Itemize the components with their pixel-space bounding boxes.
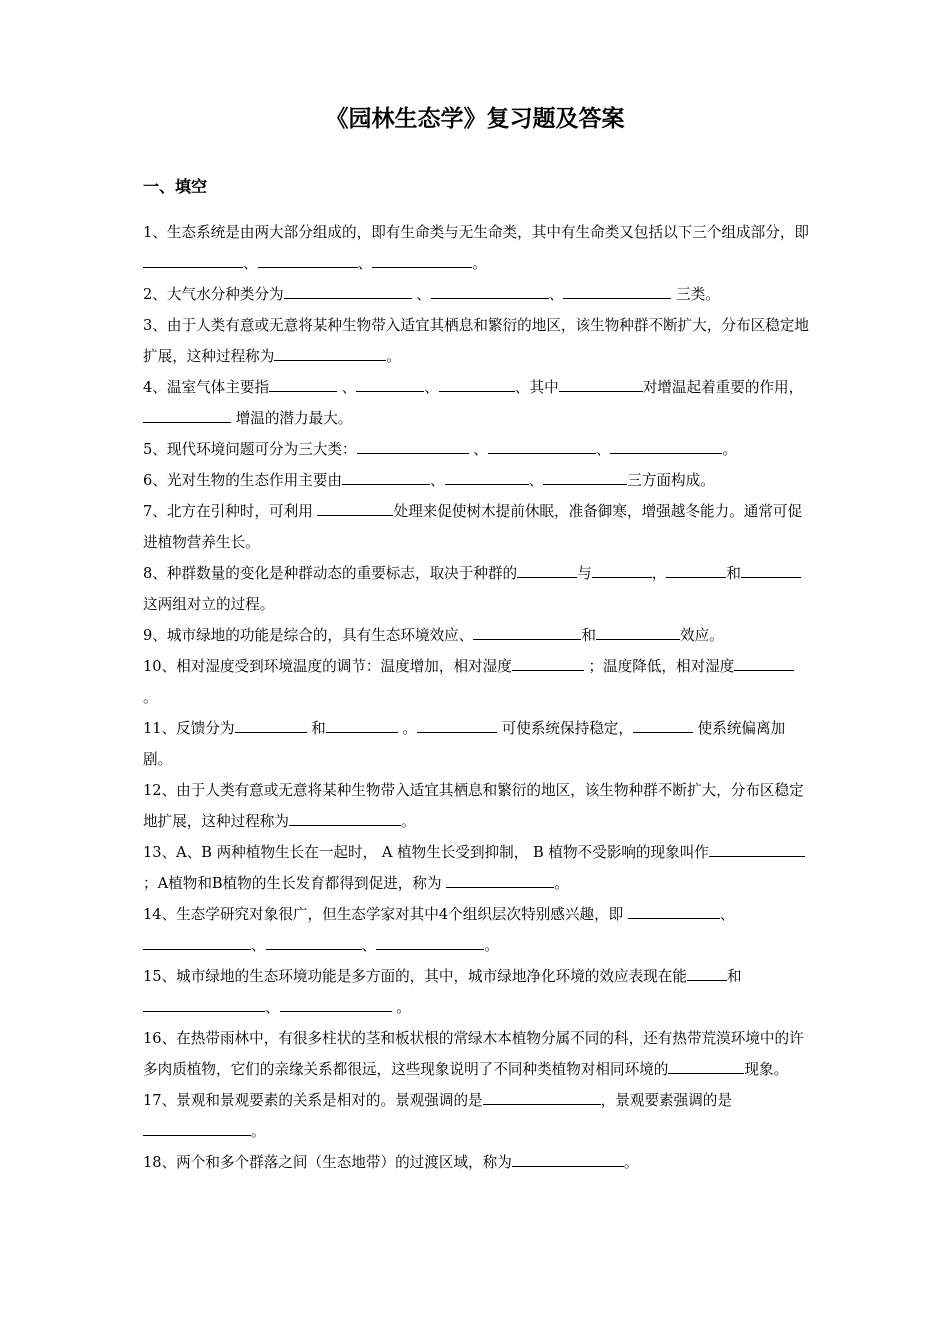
blank bbox=[488, 435, 596, 454]
question-3: 3、由于人类有意或无意将某种生物带入适宜其栖息和繁衍的地区，该生物种群不断扩大，分布区稳定地扩展，这种过程称为 。 bbox=[143, 317, 810, 365]
blank bbox=[284, 280, 412, 299]
blank bbox=[563, 280, 671, 299]
blank bbox=[372, 249, 472, 268]
blank bbox=[668, 1055, 744, 1074]
blank bbox=[143, 993, 265, 1012]
blank bbox=[483, 1086, 601, 1105]
question-2: 2、大气水分种类分为 、 、 三类。 bbox=[143, 279, 811, 310]
question-12: 12、由于人类有意或无意将某种生物带入适宜其栖息和繁衍的地区，该生物种群不断扩大，分布区稳定地扩展，这种过程称为 。 bbox=[143, 782, 804, 830]
blank bbox=[274, 342, 386, 361]
blank bbox=[734, 652, 794, 671]
blank bbox=[356, 373, 424, 392]
blank bbox=[317, 497, 393, 516]
question-9: 9、城市绿地的功能是综合的，具有生态环境效应、 和 效应。 bbox=[143, 620, 811, 651]
question-6: 6、光对生物的生态作用主要由 、 、 三方面构成。 bbox=[143, 465, 811, 496]
question-1: 1、生态系统是由两大部分组成的，即有生命类与无生命类，其中有生命类又包括以下三个组成部分，即、 、 。 bbox=[143, 224, 810, 272]
question-11: 11、反馈分为 和 。 可使系统保持稳定， 使系统偏离加剧。 bbox=[143, 713, 811, 775]
blank bbox=[357, 435, 469, 454]
blank bbox=[143, 249, 243, 268]
blank bbox=[143, 931, 251, 950]
blank bbox=[143, 404, 231, 423]
document-title: 《园林生态学》复习题及答案 bbox=[325, 106, 625, 132]
question-18: 18、两个和多个群落之间（生态地带）的过渡区域，称为 。 bbox=[143, 1147, 811, 1178]
blank bbox=[417, 714, 497, 733]
blank bbox=[446, 869, 554, 888]
question-14: 14、生态学研究对象很广，但生态学家对其中4个组织层次特别感兴趣，即 、、 、 。 bbox=[143, 899, 811, 961]
blank bbox=[633, 714, 693, 733]
blank bbox=[596, 621, 680, 640]
blank bbox=[512, 652, 584, 671]
blank bbox=[431, 280, 549, 299]
blank bbox=[326, 714, 398, 733]
blank bbox=[266, 931, 362, 950]
question-5: 5、现代环境问题可分为三大类： 、 、 。 bbox=[143, 434, 811, 465]
question-8: 8、种群数量的变化是种群动态的重要标志，取决于种群的 与 ， 和这两组对立的过程。 bbox=[143, 558, 811, 620]
blank bbox=[280, 993, 392, 1012]
blank bbox=[445, 466, 529, 485]
question-13: 13、A、B 两种植物生长在一起时， A 植物生长受到抑制， B 植物不受影响的现象叫作；A植物和B植物的生长发育都得到促进，称为 。 bbox=[143, 837, 811, 899]
blank bbox=[376, 931, 484, 950]
question-7: 7、北方在引种时，可利用 处理来促使树木提前休眠，准备御寒，增强越冬能力。通常可促进植物营养生长。 bbox=[143, 496, 811, 558]
blank bbox=[439, 373, 515, 392]
blank bbox=[610, 435, 722, 454]
blank bbox=[143, 1117, 251, 1136]
blank bbox=[592, 559, 652, 578]
question-15: 15、城市绿地的生态环境功能是多方面的，其中，城市绿地净化环境的效应表现在能 和、 。 bbox=[143, 961, 811, 1023]
section-heading: 一、填空 bbox=[143, 177, 208, 196]
blank bbox=[258, 249, 358, 268]
blank bbox=[666, 559, 726, 578]
blank bbox=[543, 466, 627, 485]
blank bbox=[559, 373, 643, 392]
question-list bbox=[143, 217, 811, 1178]
blank bbox=[289, 807, 401, 826]
blank bbox=[741, 559, 801, 578]
blank bbox=[473, 621, 581, 640]
blank bbox=[235, 714, 307, 733]
blank bbox=[687, 962, 727, 981]
question-16: 16、在热带雨林中，有很多柱状的茎和板状根的常绿木本植物分属不同的科，还有热带荒漠环境中的许多肉质植物，它们的亲缘关系都很远，这些现象说明了不同种类植物对相同环境的 现象。 bbox=[143, 1030, 804, 1078]
blank bbox=[628, 900, 720, 919]
question-10: 10、相对湿度受到环境温度的调节：温度增加，相对湿度 ；温度降低，相对湿度 。 bbox=[143, 651, 811, 713]
blank bbox=[342, 466, 430, 485]
blank bbox=[709, 838, 805, 857]
blank bbox=[269, 373, 337, 392]
question-17: 17、景观和景观要素的关系是相对的。景观强调的是 ，景观要素强调的是。 bbox=[143, 1085, 811, 1147]
blank bbox=[512, 1148, 624, 1167]
question-4: 4、温室气体主要指 、 、 、其中 对增温起着重要的作用， 增温的潜力最大。 bbox=[143, 372, 811, 434]
blank bbox=[517, 559, 577, 578]
